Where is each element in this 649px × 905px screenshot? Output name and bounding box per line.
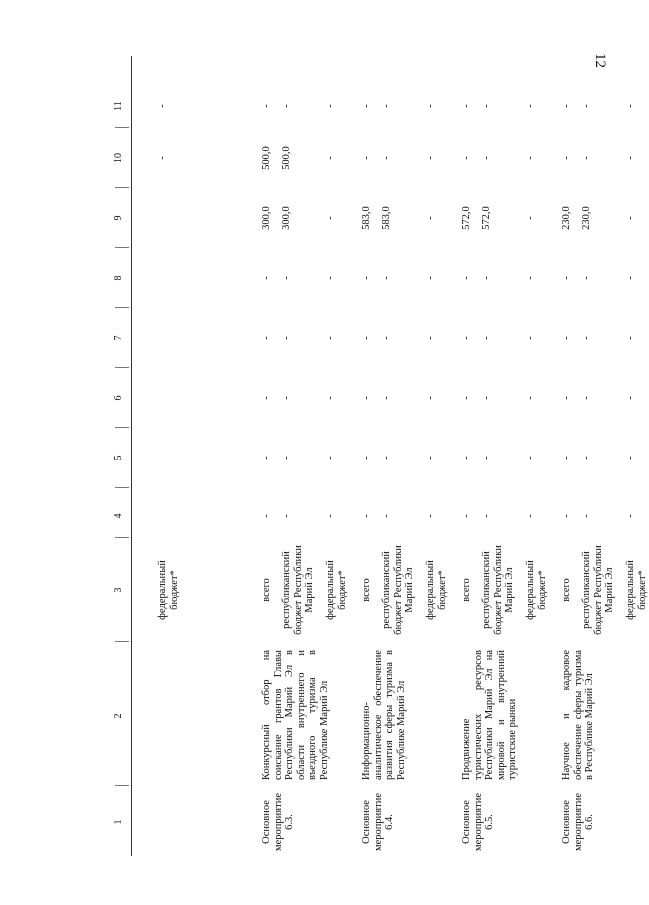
header-separator (115, 785, 129, 786)
empty-dash: - (525, 104, 536, 108)
empty-dash: - (281, 104, 292, 108)
empty-dash: - (281, 514, 292, 518)
empty-dash: - (525, 514, 536, 518)
amount-value: 500,0 (261, 146, 272, 170)
activity-number: Основное мероприятие 6.6. (561, 793, 595, 851)
empty-dash: - (325, 216, 336, 220)
funding-source: всего (361, 578, 372, 602)
amount-value: 572,0 (461, 206, 472, 230)
empty-dash: - (581, 456, 592, 460)
empty-dash: - (261, 104, 272, 108)
column-header-11: 11 (113, 101, 124, 111)
empty-dash: - (325, 336, 336, 340)
funding-source: федеральный бюджет* (425, 560, 448, 620)
empty-dash: - (361, 276, 372, 280)
empty-dash: - (281, 276, 292, 280)
empty-dash: - (361, 336, 372, 340)
empty-dash: - (361, 456, 372, 460)
empty-dash: - (625, 216, 636, 220)
empty-dash: - (481, 104, 492, 108)
activity-number: Основное мероприятие 6.4. (361, 793, 395, 851)
empty-dash: - (425, 104, 436, 108)
page-number: 12 (592, 53, 608, 68)
funding-source: республиканский бюджет Республики Марий Эл (481, 545, 515, 635)
table-header-row (109, 56, 132, 856)
empty-dash: - (361, 156, 372, 160)
empty-dash: - (561, 514, 572, 518)
column-header-7: 7 (113, 335, 124, 341)
empty-dash: - (625, 276, 636, 280)
empty-dash: - (281, 336, 292, 340)
empty-dash: - (625, 396, 636, 400)
empty-dash: - (581, 396, 592, 400)
amount-value: 583,0 (361, 206, 372, 230)
empty-dash: - (361, 104, 372, 108)
empty-dash: - (325, 104, 336, 108)
empty-dash: - (425, 216, 436, 220)
column-header-10: 10 (113, 153, 124, 163)
funding-source: федеральный бюджет* (157, 560, 180, 620)
empty-dash: - (425, 456, 436, 460)
column-header-3: 3 (113, 587, 124, 593)
header-separator (115, 187, 129, 188)
empty-dash: - (425, 396, 436, 400)
empty-dash: - (381, 514, 392, 518)
funding-source: всего (561, 578, 572, 602)
empty-dash: - (625, 104, 636, 108)
header-separator (115, 127, 129, 128)
funding-source: федеральный бюджет* (325, 560, 348, 620)
empty-dash: - (261, 396, 272, 400)
activity-title: Продвижение туристических ресурсов Республики Марий Эл на мировой и внутренний туристские рынки (461, 650, 518, 780)
empty-dash: - (157, 104, 168, 108)
empty-dash: - (281, 456, 292, 460)
header-separator (115, 537, 129, 538)
empty-dash: - (481, 456, 492, 460)
empty-dash: - (581, 156, 592, 160)
header-separator (115, 247, 129, 248)
empty-dash: - (481, 514, 492, 518)
funding-source: республиканский бюджет Республики Марий Эл (281, 545, 315, 635)
empty-dash: - (325, 396, 336, 400)
empty-dash: - (481, 336, 492, 340)
empty-dash: - (581, 514, 592, 518)
header-separator (115, 487, 129, 488)
empty-dash: - (625, 156, 636, 160)
empty-dash: - (461, 514, 472, 518)
empty-dash: - (325, 514, 336, 518)
empty-dash: - (561, 456, 572, 460)
empty-dash: - (581, 336, 592, 340)
amount-value: 300,0 (281, 206, 292, 230)
empty-dash: - (425, 156, 436, 160)
activity-title: Конкурсный отбор на соискание грантов Главы Республики Марий Эл в области внутреннего и въездного туризма в Республике Марий Эл (261, 650, 330, 780)
header-separator (115, 427, 129, 428)
empty-dash: - (481, 156, 492, 160)
amount-value: 583,0 (381, 206, 392, 230)
empty-dash: - (381, 156, 392, 160)
funding-source: всего (461, 578, 472, 602)
empty-dash: - (461, 104, 472, 108)
empty-dash: - (381, 104, 392, 108)
empty-dash: - (625, 456, 636, 460)
amount-value: 572,0 (481, 206, 492, 230)
empty-dash: - (625, 336, 636, 340)
empty-dash: - (461, 336, 472, 340)
empty-dash: - (425, 514, 436, 518)
empty-dash: - (325, 456, 336, 460)
empty-dash: - (625, 514, 636, 518)
empty-dash: - (261, 336, 272, 340)
empty-dash: - (381, 456, 392, 460)
empty-dash: - (581, 276, 592, 280)
amount-value: 230,0 (581, 206, 592, 230)
empty-dash: - (525, 336, 536, 340)
activity-title: Научное и кадровое обеспечение сферы туризма в Республике Марий Эл (561, 650, 595, 780)
amount-value: 500,0 (281, 146, 292, 170)
empty-dash: - (461, 396, 472, 400)
empty-dash: - (325, 156, 336, 160)
empty-dash: - (425, 336, 436, 340)
column-header-1: 1 (113, 819, 124, 825)
funding-source: всего (261, 578, 272, 602)
column-header-2: 2 (113, 713, 124, 719)
column-header-8: 8 (113, 275, 124, 281)
empty-dash: - (461, 276, 472, 280)
empty-dash: - (381, 396, 392, 400)
empty-dash: - (525, 396, 536, 400)
column-header-6: 6 (113, 395, 124, 401)
amount-value: 300,0 (261, 206, 272, 230)
empty-dash: - (261, 456, 272, 460)
empty-dash: - (525, 216, 536, 220)
empty-dash: - (525, 456, 536, 460)
empty-dash: - (261, 514, 272, 518)
empty-dash: - (581, 104, 592, 108)
empty-dash: - (361, 396, 372, 400)
column-header-9: 9 (113, 215, 124, 221)
empty-dash: - (157, 156, 168, 160)
activity-title: Информационно-аналитическое обеспечение развития сферы туризма в Республике Марий Эл (361, 650, 407, 780)
empty-dash: - (281, 396, 292, 400)
empty-dash: - (381, 336, 392, 340)
empty-dash: - (461, 456, 472, 460)
empty-dash: - (325, 276, 336, 280)
funding-source: федеральный бюджет* (625, 560, 648, 620)
funding-source: федеральный бюджет* (525, 560, 548, 620)
empty-dash: - (481, 396, 492, 400)
empty-dash: - (561, 396, 572, 400)
header-separator (115, 641, 129, 642)
header-separator (115, 367, 129, 368)
activity-number: Основное мероприятие 6.3. (261, 793, 295, 851)
empty-dash: - (261, 276, 272, 280)
funding-source: республиканский бюджет Республики Марий Эл (381, 545, 415, 635)
empty-dash: - (561, 336, 572, 340)
empty-dash: - (425, 276, 436, 280)
activity-number: Основное мероприятие 6.5. (461, 793, 495, 851)
empty-dash: - (361, 514, 372, 518)
empty-dash: - (461, 156, 472, 160)
empty-dash: - (525, 276, 536, 280)
empty-dash: - (561, 276, 572, 280)
header-separator (115, 307, 129, 308)
empty-dash: - (481, 276, 492, 280)
column-header-5: 5 (113, 455, 124, 461)
rotated-table (109, 56, 649, 856)
empty-dash: - (561, 156, 572, 160)
empty-dash: - (525, 156, 536, 160)
empty-dash: - (381, 276, 392, 280)
funding-source: республиканский бюджет Республики Марий Эл (581, 545, 615, 635)
column-header-4: 4 (113, 513, 124, 519)
empty-dash: - (561, 104, 572, 108)
amount-value: 230,0 (561, 206, 572, 230)
